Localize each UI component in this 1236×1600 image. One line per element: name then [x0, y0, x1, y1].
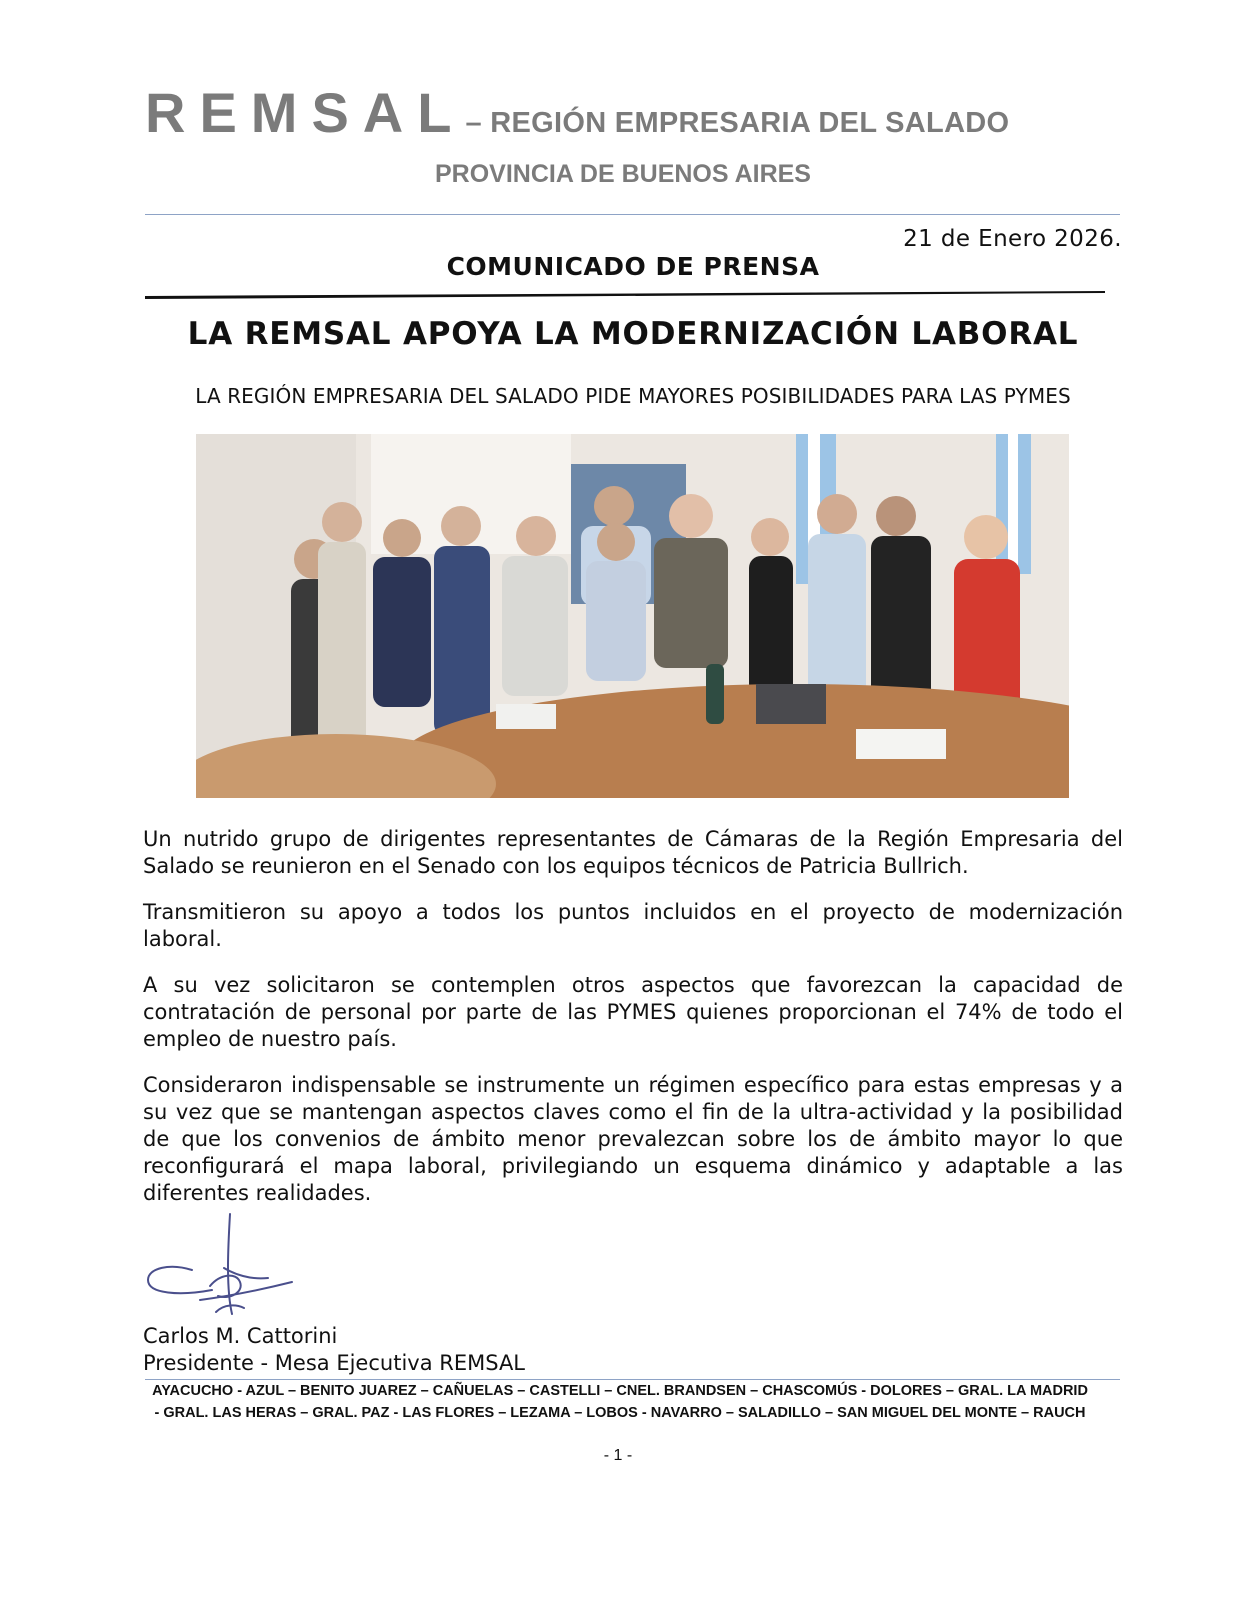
letterhead-title: [145, 80, 1009, 145]
title-divider: [145, 290, 1110, 300]
org-full-name: – REGIÓN EMPRESARIA DEL SALADO: [465, 107, 1010, 139]
signatory-block: [143, 1323, 525, 1377]
page-number: - 1 -: [603, 1447, 633, 1464]
header-divider: [145, 214, 1120, 215]
signatory-name: Carlos M. Cattorini: [143, 1324, 338, 1348]
press-release-body: [143, 826, 1123, 1226]
signatory-role: Presidente - Mesa Ejecutiva REMSAL: [143, 1351, 526, 1375]
footer-towns: AYACUCHO - AZUL – BENITO JUAREZ – CAÑUELAS – CASTELLI – CNEL. BRANDSEN – CHASCOMÚS - DOLORES – GRAL. LA MADRID - GRAL. LAS HERAS – GRAL. PAZ - LAS FLORES – LEZAMA – LOBOS - NAVARRO – SALADILLO – SAN MIGUEL DEL MONTE – RAUCH: [152, 1383, 1088, 1421]
paragraph: Consideraron indispensable se instrumente un régimen específico para estas empresas y a su vez que se mantengan aspectos claves como el fin de la ultra-actividad y la posibilidad de que los convenios de ámbito menor prevalezcan sobre los de ámbito mayor lo que reconfigurará el mapa laboral, privilegiando un esquema dinámico y adaptable a las diferentes realidades.: [143, 1073, 1123, 1205]
group-meeting-photo: [196, 434, 1069, 798]
handwritten-signature: [140, 1208, 310, 1323]
subheadline: LA REGIÓN EMPRESARIA DEL SALADO PIDE MAYORES POSIBILIDADES PARA LAS PYMES: [195, 384, 1071, 408]
document-type: COMUNICADO DE PRENSA: [446, 252, 820, 281]
org-short-name: REMSAL: [145, 81, 466, 144]
footer-divider: [145, 1379, 1120, 1380]
paragraph: A su vez solicitaron se contemplen otros aspectos que favorezcan la capacidad de contratación de personal por parte de las PYMES quienes proporcionan el 74% de todo el empleo de nuestro país.: [143, 973, 1123, 1051]
paragraph: Transmitieron su apoyo a todos los puntos incluidos en el proyecto de modernización laboral.: [143, 900, 1123, 951]
letterhead-province: PROVINCIA DE BUENOS AIRES: [435, 160, 811, 188]
paragraph: Un nutrido grupo de dirigentes representantes de Cámaras de la Región Empresaria del Salado se reunieron en el Senado con los equipos técnicos de Patricia Bullrich.: [143, 827, 1123, 878]
document-date: 21 de Enero 2026.: [903, 226, 1122, 252]
headline: LA REMSAL APOYA LA MODERNIZACIÓN LABORAL: [187, 316, 1079, 352]
